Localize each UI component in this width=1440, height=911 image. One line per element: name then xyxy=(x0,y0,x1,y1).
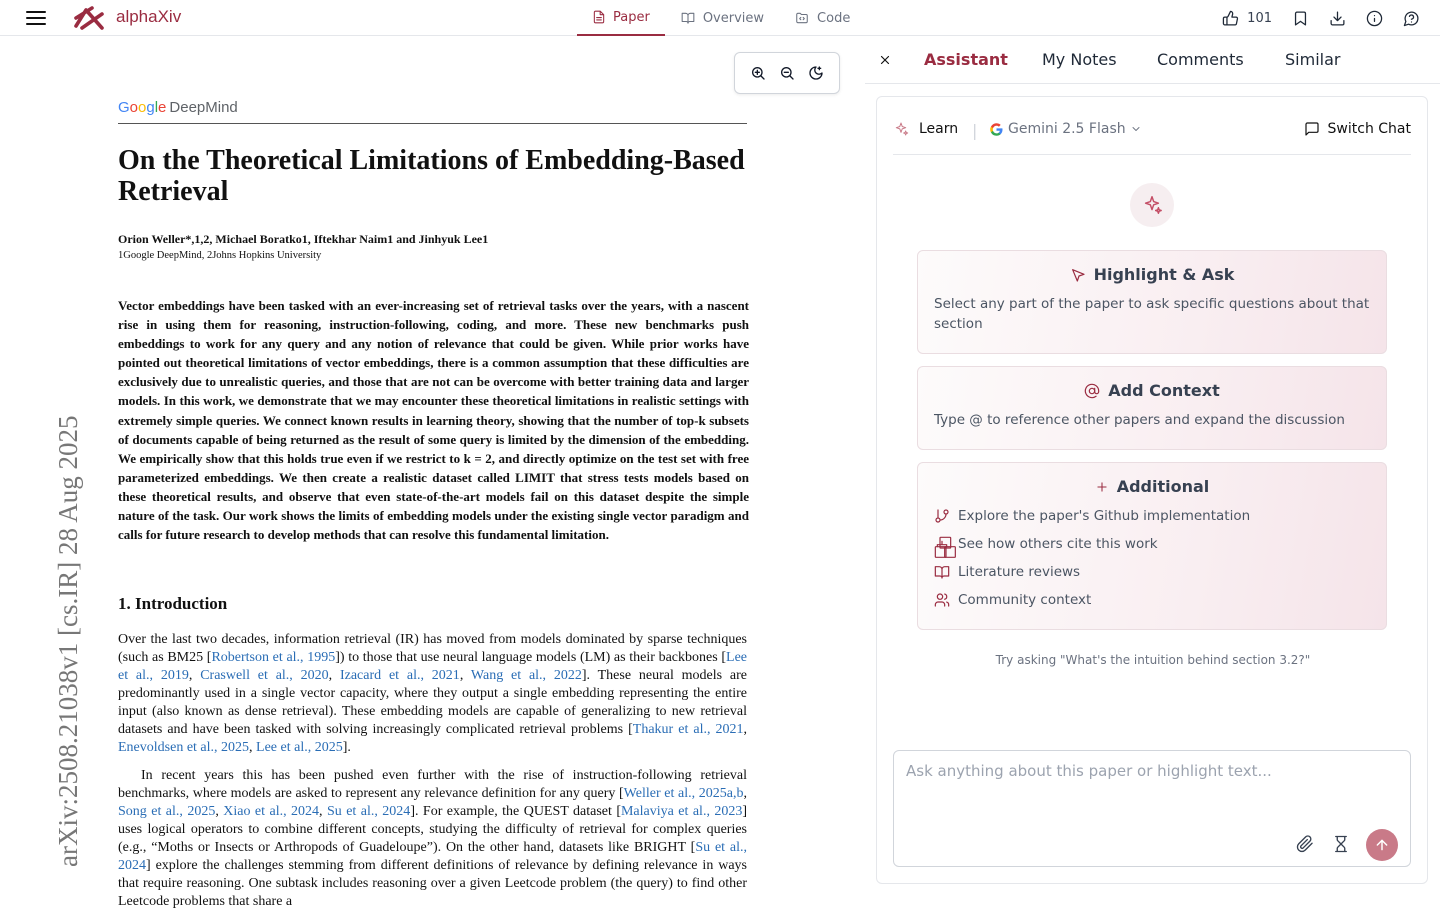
paragraph-text: ] uses logical operators to combine different concepts, studying the difficulty of retrieval for complex queries (e.g., “Moths or Insects or Arthropods of Guadeloupe”). On the other hand, datasets like BRIGHT [ xyxy=(118,804,748,855)
literature-reviews-label: Literature reviews xyxy=(958,564,1081,580)
paper-abstract: Vector embeddings have been tasked with an ever-increasing set of retrieval tasks over the years, with a nascent rise in using them for reasoning, instruction-following, coding, and more. These new benchmarks push embeddings to work for any query and any notion of relevance that could be given. While prior works have pointed out theoretical limitations of vector embeddings, there is a common assumption that these difficulties are exclusively due to unrealistic queries, and those that are not can be overcome with better training data and larger models. In this work, we demonstrate that we may encounter these theoretical limitations in realistic settings with extremely simple queries. We connect known results in learning theory, showing that the number of top-k subsets of documents capable of being returned as the result of some query is limited by the dimension of the embedding. We empirically show that this holds true even if we restrict to k = 2, and directly optimize on the test set with free parameterized embeddings. We then create a realistic dataset called LIMIT that stress tests models based on these theoretical results, and observe that even state-of-the-art models fail on this dataset despite the simple nature of the task. Our work shows the limits of embedding models under the existing single vector paradigm and calls for future research to develop methods that can resolve this fundamental limitation. xyxy=(118,298,749,543)
citation-link[interactable]: Song et al., 2025 xyxy=(118,804,216,819)
zoom-toolbar xyxy=(734,52,840,94)
paragraph-text: , xyxy=(215,804,224,819)
thumbs-up-icon xyxy=(1222,10,1239,27)
arxiv-side-stamp: arXiv:2508.21038v1 [cs.IR] 28 Aug 2025 xyxy=(53,415,83,867)
switch-chat-button[interactable] xyxy=(1304,121,1411,137)
download-icon xyxy=(1329,10,1346,27)
zoom-out-button[interactable] xyxy=(775,61,799,85)
top-bar xyxy=(0,0,1440,36)
document-icon xyxy=(592,10,606,24)
citation-link[interactable]: Craswell et al., 2020 xyxy=(200,668,329,683)
plus-icon xyxy=(1095,480,1109,494)
feedback-button[interactable] xyxy=(1403,10,1420,27)
learn-label: Learn xyxy=(919,121,959,137)
paper-affiliations: 1Google DeepMind, 2Johns Hopkins University xyxy=(118,250,322,261)
paragraph-text: , xyxy=(319,804,327,819)
citation-link[interactable]: Su et al., 2024 xyxy=(118,840,747,873)
citation-link[interactable]: Izacard et al., 2021 xyxy=(339,668,460,683)
section-heading: 1. Introduction xyxy=(118,594,228,613)
paragraph-text: In recent years this has been pushed even further with the rise of instruction-following retrieval benchmarks, where models are asked to represent any relevance definition for any query [ xyxy=(118,768,747,801)
citation-link[interactable]: Lee et al., 2019 xyxy=(118,650,747,683)
highlight-ask-card[interactable] xyxy=(917,250,1387,354)
add-context-card[interactable] xyxy=(917,366,1387,450)
close-icon xyxy=(878,53,892,67)
paragraph-text: ]. For example, the QUEST dataset [ xyxy=(410,804,621,819)
cursor-arrow-icon xyxy=(1070,267,1086,283)
github-implementation-item[interactable] xyxy=(934,502,1370,530)
community-context-item[interactable] xyxy=(934,586,1370,614)
google-g-icon xyxy=(989,122,1004,137)
paragraph-text: , xyxy=(743,722,747,737)
model-selector[interactable] xyxy=(989,121,1142,137)
message-square-icon xyxy=(1304,121,1320,137)
at-sign-icon xyxy=(1084,383,1100,399)
paragraph-text: , xyxy=(743,786,747,801)
citations-item[interactable] xyxy=(934,530,1370,558)
paper-viewer[interactable] xyxy=(0,37,865,909)
alphaxiv-logo-icon[interactable] xyxy=(72,4,106,32)
paragraph-text: ]) to those that use neural language models (LM) as their backbones [ xyxy=(335,650,727,665)
paragraph-text: , xyxy=(249,740,257,755)
tab-paper[interactable] xyxy=(577,0,665,36)
highlight-ask-title: Highlight & Ask xyxy=(1093,265,1235,284)
paper-authors: Orion Weller*,1,2, Michael Boratko1, Iftekhar Naim1 and Jinhyuk Lee1 xyxy=(118,232,489,246)
model-name: Gemini 2.5 Flash xyxy=(1008,121,1126,137)
tab-overview[interactable] xyxy=(665,0,779,36)
history-button[interactable] xyxy=(1332,835,1352,855)
additional-card xyxy=(917,462,1387,630)
view-tabs xyxy=(577,0,865,36)
github-implementation-label: Explore the paper's Github implementation xyxy=(958,508,1251,524)
add-context-title: Add Context xyxy=(1108,381,1220,400)
citation-link[interactable]: Su et al., 2024 xyxy=(326,804,411,819)
paragraph-text: ]. These neural models are predominantly used in a single vector capacity, where they output a single embedding representing the entire input (also known as dense retrieval). These embedding models are capable of generalizing to new retrieval datasets and have been tasked with solving increasingly complicated retrieval problems [ xyxy=(118,668,748,737)
close-panel-button[interactable] xyxy=(874,49,896,71)
attach-button[interactable] xyxy=(1296,835,1316,855)
literature-reviews-item[interactable] xyxy=(934,558,1370,586)
tab-assistant[interactable]: Assistant xyxy=(924,50,1008,69)
book-open-icon xyxy=(934,564,950,580)
git-branch-icon xyxy=(934,508,950,524)
paragraph-text: , xyxy=(328,668,340,683)
message-question-icon xyxy=(1403,10,1420,27)
assistant-sparkle-icon xyxy=(1130,183,1174,227)
highlight-ask-desc: Select any part of the paper to ask specific questions about that section xyxy=(934,296,1370,332)
citation-link[interactable]: Robertson et al., 1995 xyxy=(211,650,336,665)
zoom-out-icon xyxy=(779,65,795,81)
intro-paragraph-1 xyxy=(118,631,747,757)
info-button[interactable] xyxy=(1366,10,1383,27)
switch-chat-label: Switch Chat xyxy=(1327,121,1411,137)
dark-mode-icon xyxy=(808,65,824,81)
like-count: 101 xyxy=(1247,10,1272,26)
dark-mode-button[interactable] xyxy=(804,61,828,85)
assistant-tabs xyxy=(865,37,1440,84)
sparkles-icon xyxy=(893,121,909,137)
users-icon xyxy=(934,592,950,608)
tab-code-label: Code xyxy=(817,10,851,26)
info-icon xyxy=(1366,10,1383,27)
zoom-in-button[interactable] xyxy=(746,61,770,85)
tab-comments[interactable]: Comments xyxy=(1157,50,1244,69)
add-context-desc: Type @ to reference other papers and expand the discussion xyxy=(934,412,1345,428)
folder-code-icon xyxy=(794,11,810,25)
citation-link[interactable]: Wang et al., 2022 xyxy=(470,668,582,683)
hourglass-icon xyxy=(1332,835,1350,853)
paragraph-text: , xyxy=(459,668,471,683)
citation-link[interactable]: Xiao et al., 2024 xyxy=(223,804,320,819)
chevron-down-icon xyxy=(1130,123,1142,135)
google-deepmind-logo: Google DeepMind xyxy=(118,99,238,116)
tab-similar[interactable]: Similar xyxy=(1285,50,1341,69)
header-rule xyxy=(118,123,747,124)
menu-icon[interactable] xyxy=(24,7,48,29)
citation-link[interactable]: Thakur et al., 2021 xyxy=(632,722,744,737)
like-button[interactable] xyxy=(1222,10,1272,27)
paragraph-text: ]. xyxy=(342,740,351,755)
bookmark-icon xyxy=(1292,10,1309,27)
tab-overview-label: Overview xyxy=(702,10,765,26)
citation-link[interactable]: Lee et al., 2025 xyxy=(256,740,343,755)
tab-paper-label: Paper xyxy=(613,9,650,25)
paragraph-text: ] explore the challenges stemming from different definitions of relevance by defining relevance in ways that require reasoning. One subtask includes reasoning over a given Leetcode problem (the query) to find other Leetcode problems that share a xyxy=(118,858,747,909)
chat-input-box xyxy=(893,750,1411,867)
zoom-in-icon xyxy=(750,65,766,81)
chat-input[interactable] xyxy=(894,751,1410,821)
tab-code[interactable] xyxy=(779,0,865,36)
citations-label: See how others cite this work xyxy=(958,536,1158,552)
download-button[interactable] xyxy=(1329,10,1346,27)
chat-header xyxy=(893,109,1411,155)
suggestion-tip: Try asking "What's the intuition behind section 3.2?" xyxy=(995,653,1311,667)
top-actions xyxy=(1222,0,1420,36)
paper-title: On the Theoretical Limitations of Embedding-Based Retrieval xyxy=(118,145,745,207)
tab-my-notes[interactable]: My Notes xyxy=(1042,50,1117,69)
intro-paragraph-2 xyxy=(118,767,747,911)
brand-name[interactable]: alphaXiv xyxy=(116,7,182,26)
paperclip-icon xyxy=(1296,835,1314,853)
additional-title: Additional xyxy=(1116,477,1210,496)
paragraph-text: Over the last two decades, information retrieval (IR) has moved from models dominated by sparse techniques (such as BM25 [ xyxy=(118,632,747,665)
citation-link[interactable]: Weller et al., 2025a,b xyxy=(623,786,744,801)
header-separator: | xyxy=(972,121,978,140)
community-context-label: Community context xyxy=(958,592,1092,608)
bookmark-button[interactable] xyxy=(1292,10,1309,27)
send-button[interactable] xyxy=(1366,829,1398,861)
citation-link[interactable]: Enevoldsen et al., 2025 xyxy=(118,740,250,755)
book-open-icon xyxy=(680,11,696,25)
citation-link[interactable]: Malaviya et al., 2023 xyxy=(620,804,743,819)
arrow-up-icon xyxy=(1374,837,1390,853)
paragraph-text: , xyxy=(188,668,201,683)
learn-mode-button[interactable] xyxy=(893,121,958,137)
assistant-panel xyxy=(876,96,1428,884)
network-icon xyxy=(934,536,950,552)
